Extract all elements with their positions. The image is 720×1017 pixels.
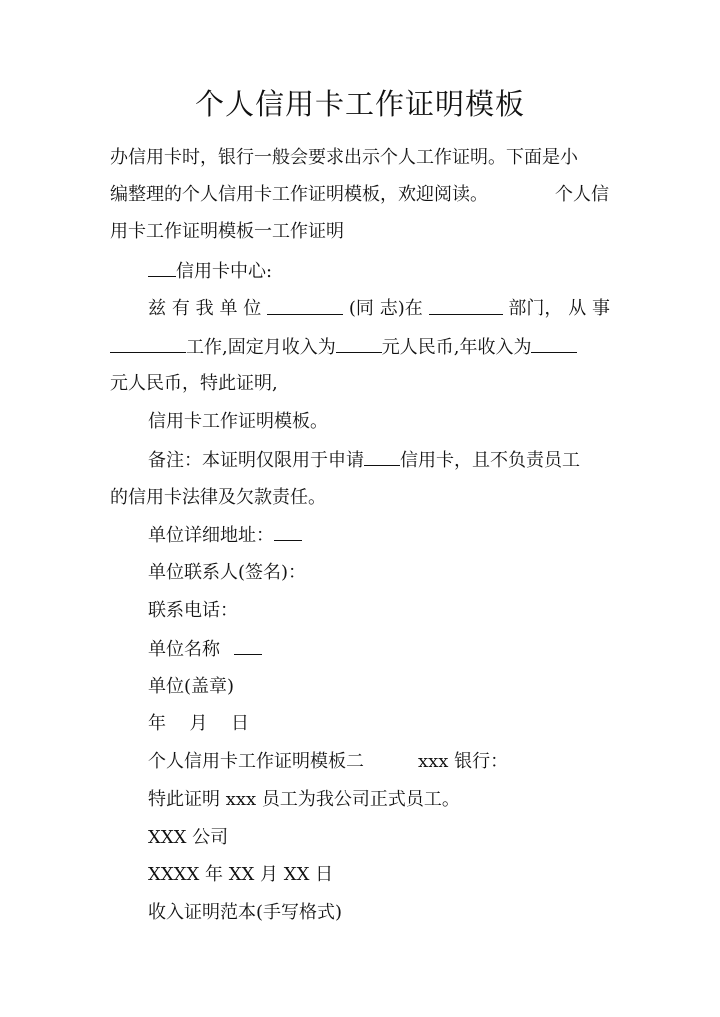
intro-line-3: 用卡工作证明模板一工作证明	[110, 221, 344, 242]
para1-word: 位	[243, 298, 262, 319]
blank-field	[429, 296, 503, 315]
template2-company: XXX 公司	[148, 827, 229, 848]
income-sample-heading: 收入证明范本(手写格式)	[148, 902, 343, 923]
blank-field	[110, 334, 186, 353]
template2-date: XXXX 年 XX 月 XX 日	[148, 864, 334, 885]
para1-word: 事	[592, 298, 610, 319]
blank-field	[531, 334, 577, 353]
blank-field	[267, 296, 343, 315]
date-month: 月	[189, 713, 208, 734]
blank-field	[336, 334, 382, 353]
addressee-line	[148, 258, 272, 285]
blank-field	[234, 636, 262, 655]
date-year: 年	[148, 713, 166, 734]
note-text: 信用卡，且不负责员工	[400, 450, 580, 471]
para1-word: 从	[568, 298, 587, 319]
blank-field	[274, 522, 302, 541]
blank-field	[148, 258, 176, 277]
addressee-text: 信用卡中心:	[176, 261, 273, 282]
note-line-2: 的信用卡法律及欠款责任。	[110, 487, 326, 508]
phone-field: 联系电话：	[148, 600, 238, 621]
blank-field	[364, 447, 400, 466]
para1-word: 我	[195, 298, 214, 319]
template2-bank: xxx 银行：	[418, 751, 509, 772]
template2-statement: 特此证明 xxx 员工为我公司正式员工。	[148, 789, 460, 810]
note-text: 备注：本证明仅限用于申请	[148, 450, 364, 471]
para1-word: 部门，	[508, 298, 563, 319]
template-name: 信用卡工作证明模板。	[148, 411, 328, 432]
para1-line-2	[110, 334, 577, 361]
para1-text: 工作,固定月收入为	[186, 337, 336, 358]
unit-name-label: 单位名称	[148, 639, 220, 660]
document-title: 个人信用卡工作证明模板	[194, 87, 525, 121]
intro-line-2a: 编整理的个人信用卡工作证明模板，欢迎阅读。	[110, 184, 488, 205]
contact-field: 单位联系人(签名)：	[148, 562, 307, 583]
intro-line-2b: 个人信	[555, 184, 609, 205]
para1-text: 元人民币,年收入为	[381, 337, 532, 358]
date-line	[148, 711, 249, 737]
para1-word: 兹	[148, 298, 166, 319]
template2-heading: 个人信用卡工作证明模板二	[148, 751, 364, 772]
para1-word: 单	[219, 298, 238, 319]
para1-line-3: 元人民币，特此证明,	[110, 373, 278, 394]
note-line-1	[148, 447, 580, 474]
intro-line-1: 办信用卡时，银行一般会要求出示个人工作证明。下面是小	[110, 147, 578, 168]
unit-name-field	[148, 636, 262, 663]
para1-word: 志)在	[379, 298, 423, 319]
para1-word: 有	[171, 298, 190, 319]
seal-field: 单位(盖章)	[148, 676, 235, 697]
para1-word: (同	[348, 298, 374, 319]
date-day: 日	[230, 713, 249, 734]
para1-line-1	[148, 296, 610, 322]
address-label: 单位详细地址：	[148, 525, 274, 546]
address-field	[148, 522, 302, 549]
